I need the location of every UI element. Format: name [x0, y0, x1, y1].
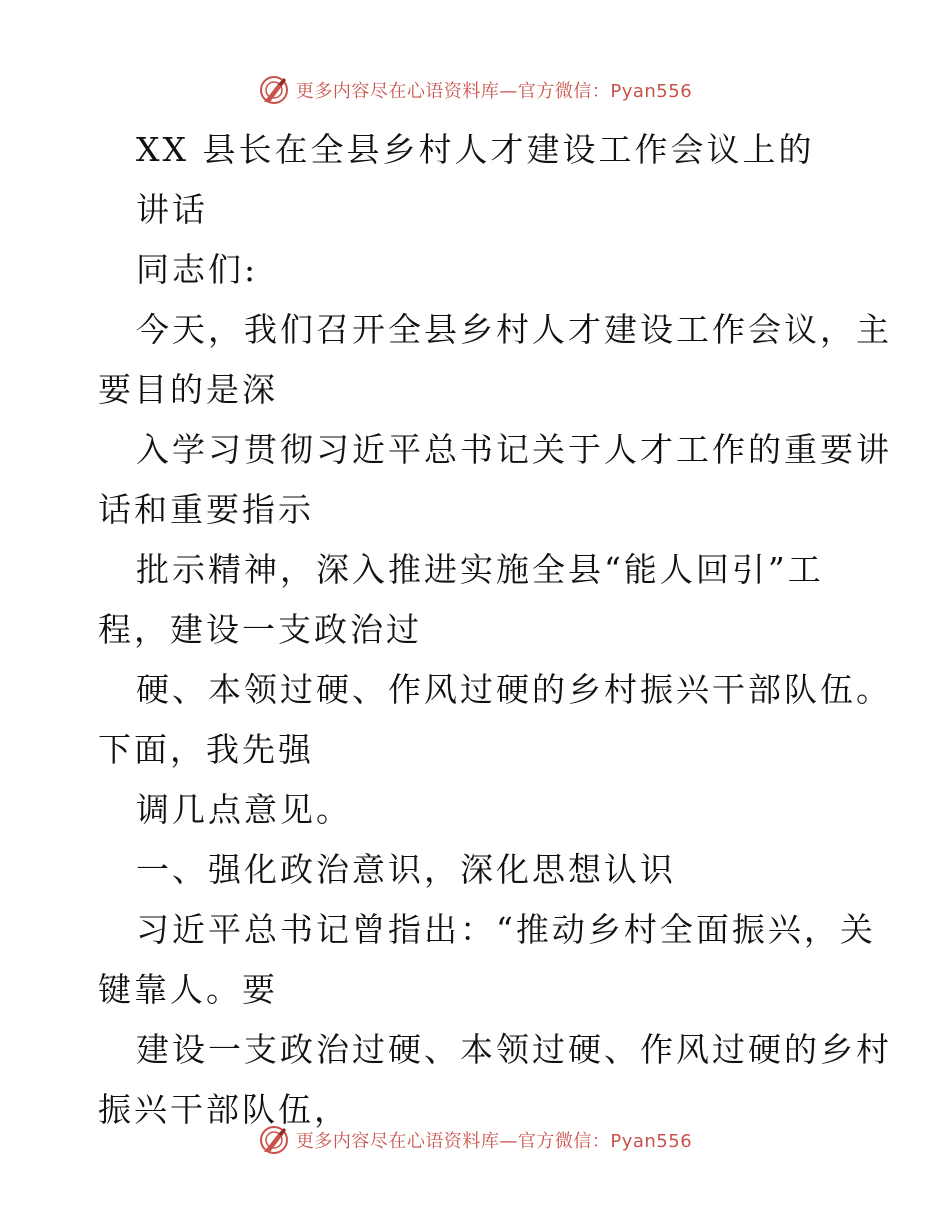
document-title-line-2: 讲话: [136, 190, 208, 229]
document-body: [98, 120, 892, 1140]
paragraph-line: 批示精神，深入推进实施全县“能人回引”工: [136, 550, 824, 589]
paragraph-line: 程，建设一支政治过: [98, 610, 422, 649]
paragraph-line: 入学习贯彻习近平总书记关于人才工作的重要讲: [136, 430, 892, 469]
pen-logo-icon: [258, 1124, 290, 1156]
salutation: 同志们:: [136, 250, 259, 289]
paragraph-line: 习近平总书记曾指出：“推动乡村全面振兴，关: [136, 910, 876, 949]
footer-watermark-banner: [0, 1120, 950, 1160]
pen-logo-icon: [258, 74, 290, 106]
header-watermark-text: 更多内容尽在心语资料库—官方微信：Pyan556: [295, 81, 693, 102]
paragraph-line: 硬、本领过硬、作风过硬的乡村振兴干部队伍。: [136, 670, 892, 709]
paragraph-line: 建设一支政治过硬、本领过硬、作风过硬的乡村: [136, 1030, 892, 1069]
paragraph-line: 要目的是深: [98, 370, 278, 409]
paragraph-line: 今天，我们召开全县乡村人才建设工作会议，主: [136, 310, 892, 349]
paragraph-line: 振兴干部队伍，: [98, 1090, 350, 1129]
paragraph-line: 键靠人。要: [98, 970, 278, 1009]
paragraph-line: 调几点意见。: [136, 790, 352, 829]
paragraph-line: 下面，我先强: [98, 730, 314, 769]
section-heading: 一、强化政治意识，深化思想认识: [136, 850, 676, 889]
document-title-line-1: XX 县长在全县乡村人才建设工作会议上的: [136, 130, 815, 169]
paragraph-line: 话和重要指示: [98, 490, 314, 529]
header-watermark-banner: [0, 70, 950, 110]
footer-watermark-text: 更多内容尽在心语资料库—官方微信：Pyan556: [295, 1131, 693, 1152]
